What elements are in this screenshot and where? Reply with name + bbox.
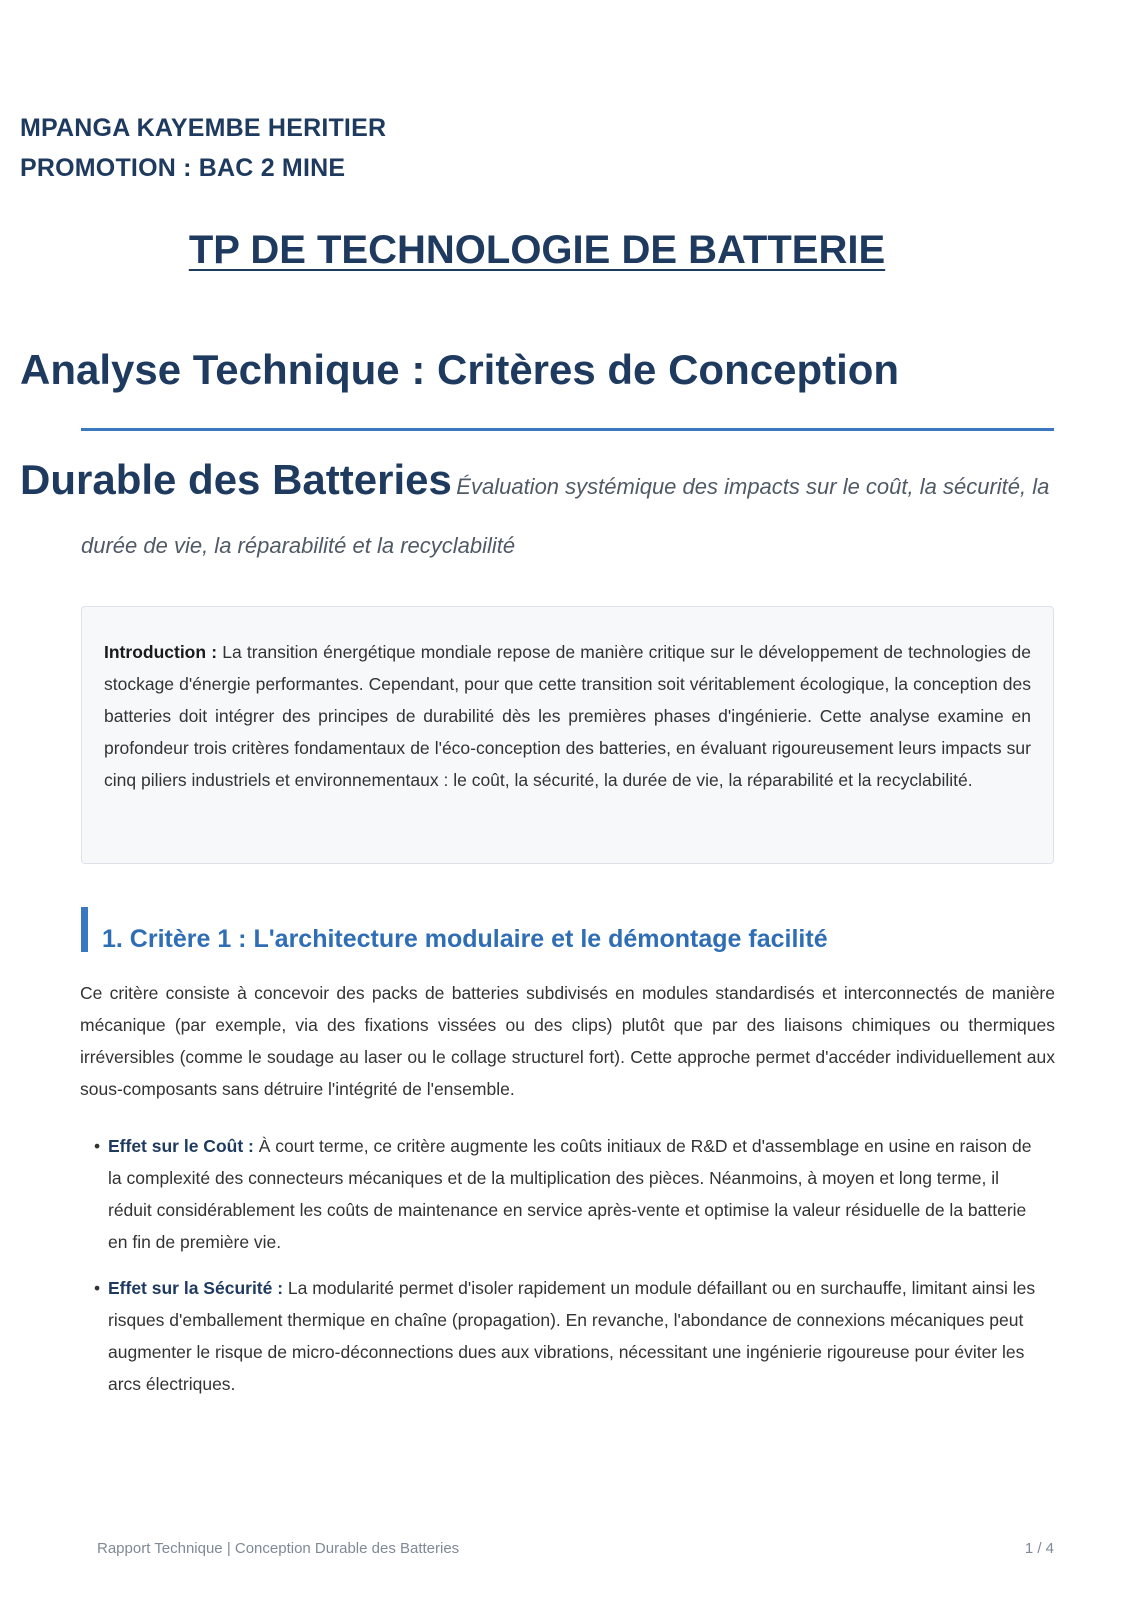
bullet-text: À court terme, ce critère augmente les coûts initiaux de R&D et d'assemblage en usine en raison de la complexité des connecteurs mécaniques et de la multiplication des pièces. Néanmoins, à moyen et long terme, il réduit considérablement les coûts de maintenance en service après-vente et optimise la valeur résiduelle de la batterie en fin de première vie. bbox=[108, 1136, 1032, 1252]
document-title: TP DE TECHNOLOGIE DE BATTERIE bbox=[188, 228, 886, 272]
section-title: 1. Critère 1 : L'architecture modulaire et le démontage facilité bbox=[102, 925, 828, 953]
section-accent-bar bbox=[81, 907, 88, 952]
introduction-label: Introduction : bbox=[104, 642, 218, 662]
page-footer bbox=[97, 1540, 1054, 1557]
main-heading: Analyse Technique : Critères de Conception bbox=[20, 346, 900, 393]
list-item bbox=[94, 1130, 1044, 1258]
bullet-icon: • bbox=[94, 1136, 101, 1156]
bullet-label: Effet sur le Coût : bbox=[108, 1136, 254, 1156]
section-paragraph: Ce critère consiste à concevoir des packs de batteries subdivisés en modules standardisés et interconnectés de manière mécanique (par exemple, via des fixations vissées ou des clips) plutôt que par des liaisons chimiques ou thermiques irréversibles (comme le soudage au laser ou le collage structurel fort). Cette approche permet d'accéder individuellement aux sous-composants sans détruire l'intégrité de l'ensemble. bbox=[80, 983, 1055, 1099]
author-promotion: PROMOTION : BAC 2 MINE bbox=[20, 154, 346, 182]
author-block bbox=[20, 108, 386, 188]
heading-line2: Durable des Batteries bbox=[20, 456, 452, 503]
introduction-text: La transition énergétique mondiale repose de manière critique sur le développement de technologies de stockage d'énergie performantes. Cependant, pour que cette transition soit véritablement écologique, la conception des batteries doit intégrer des principes de durabilité dès les premières phases d'ingénierie. Cette analyse examine en profondeur trois critères fondamentaux de l'éco-conception des batteries, en évaluant rigoureusement leurs impacts sur cinq piliers industriels et environnementaux : le coût, la sécurité, la durée de vie, la réparabilité et la recyclabilité. bbox=[104, 642, 1031, 790]
heading-continuation bbox=[20, 456, 1070, 504]
effects-list bbox=[94, 1130, 1044, 1414]
footer-text: Rapport Technique | Conception Durable des Batteries bbox=[97, 1540, 460, 1557]
author-name: MPANGA KAYEMBE HERITIER bbox=[20, 114, 387, 142]
list-item bbox=[94, 1272, 1044, 1400]
introduction-box bbox=[81, 606, 1054, 864]
bullet-text: La modularité permet d'isoler rapidement un module défaillant ou en surchauffe, limitant ainsi les risques d'emballement thermique en chaîne (propagation). En revanche, l'abondance de connexions mécaniques peut augmenter le risque de micro-déconnections dues aux vibrations, nécessitant une ingénierie rigoureuse pour éviter les arcs électriques. bbox=[108, 1278, 1036, 1394]
heading-divider bbox=[81, 428, 1054, 431]
page-number: 1 / 4 bbox=[1024, 1540, 1054, 1557]
bullet-icon: • bbox=[94, 1278, 101, 1298]
heading-subtitle-continued: durée de vie, la réparabilité et la recyclabilité bbox=[81, 533, 516, 558]
heading-subtitle: Évaluation systémique des impacts sur le coût, la sécurité, la bbox=[456, 474, 1050, 499]
bullet-label: Effet sur la Sécurité : bbox=[108, 1278, 284, 1298]
